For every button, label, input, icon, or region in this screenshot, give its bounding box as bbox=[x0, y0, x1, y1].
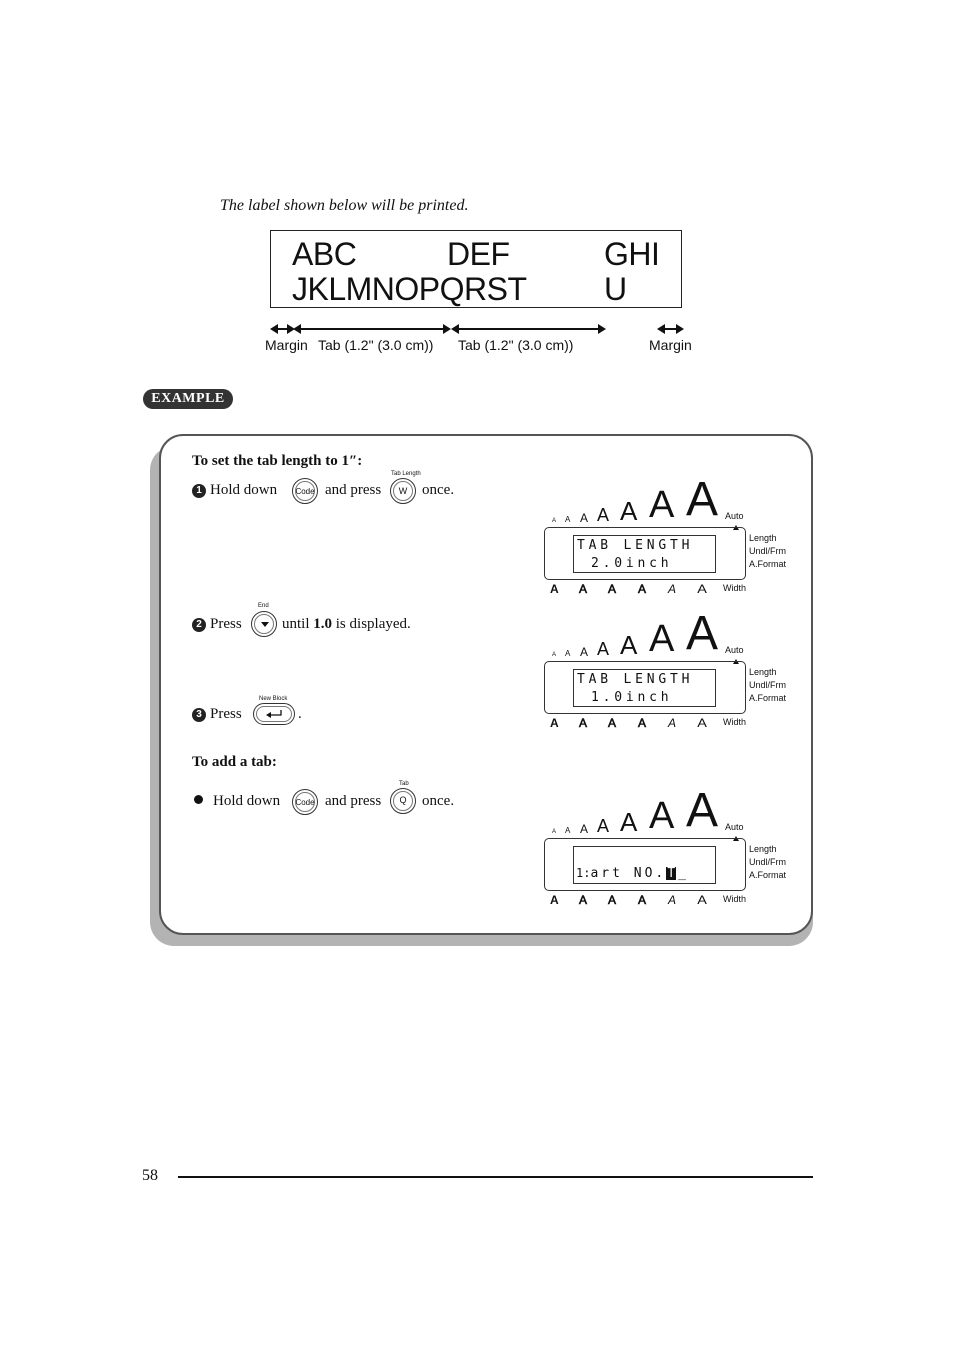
step-number: 2 bbox=[192, 618, 206, 632]
key-caption: Tab bbox=[399, 781, 409, 787]
size-glyph: A bbox=[552, 652, 557, 658]
side-label-undl-frm: Undl/Frm bbox=[749, 857, 787, 867]
width-glyph: A bbox=[638, 893, 647, 907]
key-text: Q bbox=[399, 795, 407, 805]
lcd-display-1 bbox=[544, 473, 794, 596]
size-glyph: A bbox=[597, 816, 610, 836]
intro-text: The label shown below will be printed. bbox=[220, 197, 469, 214]
step-text: once. bbox=[422, 482, 455, 498]
down-arrow-icon bbox=[261, 622, 269, 627]
tab-mark: T bbox=[667, 866, 676, 881]
step-number: 3 bbox=[192, 708, 206, 722]
width-glyph: A bbox=[638, 716, 647, 730]
step-2-rest bbox=[282, 616, 411, 633]
size-glyph: A bbox=[580, 511, 589, 525]
key-caption: End bbox=[258, 603, 269, 609]
width-glyph: A bbox=[579, 582, 588, 596]
tab1-line bbox=[299, 328, 445, 330]
key-text: Code bbox=[295, 487, 315, 496]
width-glyph: A bbox=[608, 893, 617, 907]
size-glyph: A bbox=[565, 649, 571, 658]
lcd-line-1: TAB LENGTH bbox=[577, 538, 694, 553]
width-glyph: A bbox=[550, 716, 559, 730]
width-glyph: A bbox=[579, 716, 588, 730]
width-glyph: A bbox=[668, 582, 677, 596]
label-text-def: DEF bbox=[447, 236, 510, 272]
side-label-aformat: A.Format bbox=[749, 870, 787, 880]
enter-arrow-icon bbox=[265, 709, 285, 719]
width-indicator-row bbox=[550, 582, 750, 596]
size-glyph: A bbox=[686, 784, 719, 837]
lcd-display-3 bbox=[544, 784, 794, 907]
width-label: Width bbox=[723, 717, 747, 727]
width-glyph: A bbox=[638, 582, 647, 596]
size-glyph: A bbox=[552, 829, 557, 835]
step-number: 1 bbox=[192, 484, 206, 498]
lcd-line-2: 2.0inch bbox=[591, 556, 673, 571]
line-text: art NO. bbox=[590, 866, 667, 881]
side-label-undl-frm: Undl/Frm bbox=[749, 546, 787, 556]
size-glyph: A bbox=[649, 618, 675, 660]
cursor-underscore: _ bbox=[678, 866, 689, 881]
value-text: 1.0 bbox=[313, 616, 333, 632]
side-label-length: Length bbox=[749, 667, 777, 677]
size-indicator-row bbox=[552, 784, 752, 837]
side-label-length: Length bbox=[749, 533, 777, 543]
printed-label-box bbox=[270, 230, 682, 308]
section-heading-add-tab: To add a tab: bbox=[192, 754, 277, 770]
margin-right-line bbox=[663, 328, 677, 330]
size-glyph: A bbox=[686, 473, 719, 526]
size-glyph: A bbox=[649, 795, 675, 837]
size-indicator-row bbox=[552, 473, 752, 526]
tab2-line bbox=[457, 328, 599, 330]
bullet-step bbox=[192, 793, 280, 810]
label-text-u: U bbox=[604, 271, 627, 307]
arrowhead-right bbox=[443, 324, 451, 334]
section-heading-tab-length: To set the tab length to 1″: bbox=[192, 453, 363, 469]
auto-label: Auto bbox=[725, 822, 744, 832]
size-glyph: A bbox=[686, 607, 719, 660]
size-glyph: A bbox=[597, 639, 610, 659]
size-glyph: A bbox=[620, 630, 638, 660]
width-glyph: A bbox=[550, 893, 559, 907]
side-label-length: Length bbox=[749, 844, 777, 854]
width-glyph: A bbox=[550, 582, 559, 596]
arrowhead-right bbox=[598, 324, 606, 334]
step-1 bbox=[192, 482, 277, 499]
size-glyph: A bbox=[649, 484, 675, 526]
width-glyph: A bbox=[668, 893, 677, 907]
width-glyph: A bbox=[697, 893, 707, 907]
width-glyph: A bbox=[697, 716, 707, 730]
auto-label: Auto bbox=[725, 645, 744, 655]
tab2-label: Tab (1.2" (3.0 cm)) bbox=[458, 337, 574, 353]
example-badge: EXAMPLE bbox=[143, 389, 233, 409]
side-label-undl-frm: Undl/Frm bbox=[749, 680, 787, 690]
step-text: until bbox=[282, 616, 310, 632]
size-glyph: A bbox=[580, 645, 589, 659]
page-number: 58 bbox=[142, 1167, 158, 1184]
code-key[interactable] bbox=[292, 478, 318, 504]
size-glyph: A bbox=[597, 505, 610, 525]
size-glyph: A bbox=[620, 496, 638, 526]
lcd-line-1: TAB LENGTH bbox=[577, 672, 694, 687]
margin-right-label: Margin bbox=[649, 337, 692, 353]
lcd-display-2 bbox=[544, 607, 794, 730]
width-indicator-row bbox=[550, 716, 750, 730]
width-glyph: A bbox=[608, 716, 617, 730]
step-text: Press bbox=[210, 706, 242, 722]
lcd-screen bbox=[573, 535, 716, 573]
label-text-ghi: GHI bbox=[604, 236, 660, 272]
side-label-aformat: A.Format bbox=[749, 559, 787, 569]
step-text: Hold down bbox=[213, 793, 281, 809]
step-2 bbox=[192, 616, 242, 633]
auto-label: Auto bbox=[725, 511, 744, 521]
label-text-abc: ABC bbox=[292, 236, 357, 272]
step-3 bbox=[192, 706, 242, 723]
lcd-line-2: 1.0inch bbox=[591, 690, 673, 705]
width-indicator-row bbox=[550, 893, 750, 907]
down-key[interactable] bbox=[251, 611, 277, 637]
footer-rule bbox=[178, 1176, 813, 1178]
width-label: Width bbox=[723, 894, 747, 904]
step-text: Hold down bbox=[210, 482, 278, 498]
side-label-aformat: A.Format bbox=[749, 693, 787, 703]
label-text-jklmnopqrst: JKLMNOPQRST bbox=[292, 271, 527, 307]
step-text: Press bbox=[210, 616, 242, 632]
key-text: Code bbox=[295, 798, 315, 807]
size-glyph: A bbox=[552, 518, 557, 524]
key-caption: Tab Length bbox=[391, 471, 421, 477]
margin-left-label: Margin bbox=[265, 337, 308, 353]
size-glyph: A bbox=[580, 822, 589, 836]
step-text: . bbox=[298, 706, 302, 722]
step-text: and press bbox=[325, 482, 382, 498]
size-glyph: A bbox=[565, 515, 571, 524]
code-key[interactable] bbox=[292, 789, 318, 815]
width-glyph: A bbox=[608, 582, 617, 596]
line-number: 1: bbox=[576, 866, 591, 880]
key-caption: New Block bbox=[259, 696, 288, 702]
lcd-screen bbox=[573, 846, 716, 884]
width-label: Width bbox=[723, 583, 747, 593]
width-glyph: A bbox=[697, 582, 707, 596]
key-text: W bbox=[398, 486, 408, 496]
enter-key[interactable] bbox=[253, 703, 295, 725]
size-glyph: A bbox=[620, 807, 638, 837]
width-glyph: A bbox=[579, 893, 588, 907]
width-glyph: A bbox=[668, 716, 677, 730]
size-glyph: A bbox=[565, 826, 571, 835]
step-text: is displayed. bbox=[335, 616, 411, 632]
size-indicator-row bbox=[552, 607, 752, 660]
step-text: once. bbox=[422, 793, 455, 809]
step-text: and press bbox=[325, 793, 382, 809]
lcd-line-1 bbox=[576, 867, 689, 880]
lcd-screen bbox=[573, 669, 716, 707]
tab1-label: Tab (1.2" (3.0 cm)) bbox=[318, 337, 434, 353]
arrowhead-right bbox=[676, 324, 684, 334]
bullet-icon bbox=[194, 795, 203, 804]
q-key[interactable] bbox=[390, 788, 416, 814]
w-key[interactable] bbox=[390, 478, 416, 504]
